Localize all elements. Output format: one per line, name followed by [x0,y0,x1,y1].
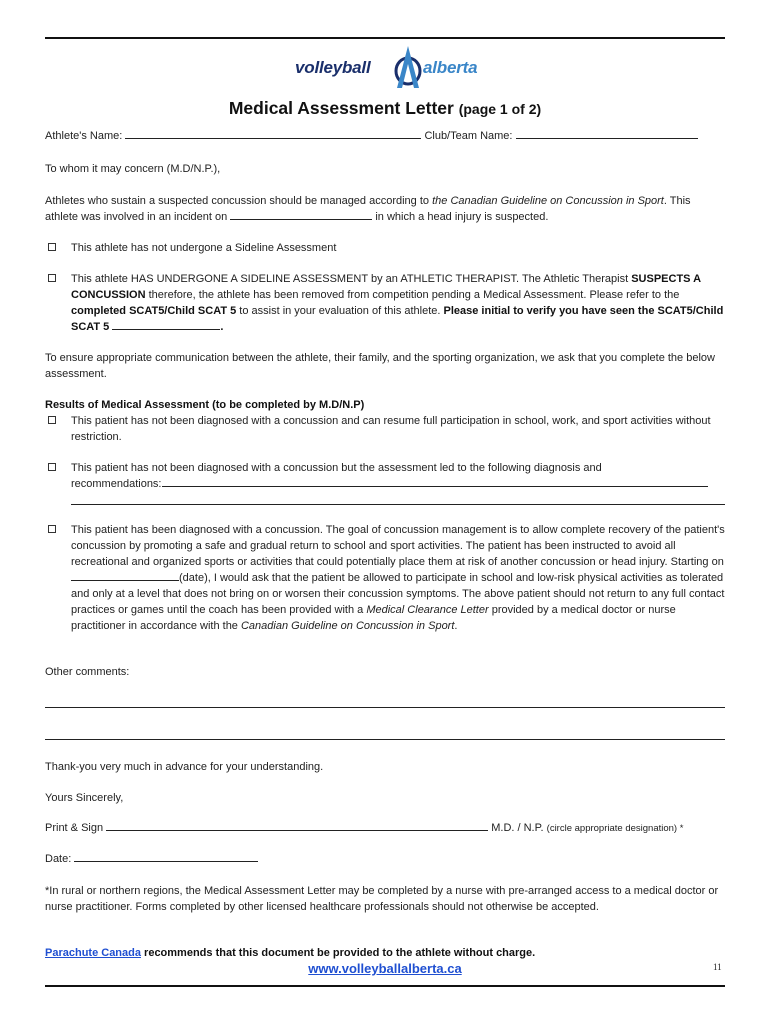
footnote: *In rural or northern regions, the Medical Assessment Letter may be completed by a nurse with pre-arranged access to a medical doctor or nurse practitioner. Forms completed by other licensed healthcare professionals should not otherwise be accepted. [45,885,719,913]
print-sign-field[interactable] [106,820,488,831]
option-no-sideline [45,240,725,256]
date-label: Date: [45,853,72,865]
result-other-diagnosis [45,460,725,492]
salutation: To whom it may concern (M.D/N.P.), [45,163,221,175]
result-concussion-text: This patient has been diagnosed with a concussion. The goal of concussion management is to allow complete recovery of the patient's concussion by promoting a safe and gradual return to school and sport activities. The patient has been instructed to avoid all recreational and organized sports or activities that could potentially place them at risk of another concussion or head injury. Starting on (date), I would ask that the patient be allowed to participate in school and low-risk physical activities as tolerated and only at a level that does not bring on or worsen their concussion symptoms. The above patient should not return to any full contact practices or games until the coach has been provided with a Medical Clearance Letter provided by a medical doctor or nurse practitioner in accordance with the Canadian Guideline on Concussion in Sport. [71,524,725,632]
sincerely-text: Yours Sincerely, [45,792,124,804]
intro-paragraph [45,193,725,225]
club-team-label: Club/Team Name: [424,130,513,142]
incident-date-field[interactable] [230,209,372,220]
result-concussion [45,522,725,634]
option-sideline-done [45,271,725,335]
title-sub: (page 1 of 2) [458,101,542,117]
header-fields-row [45,128,698,144]
intro-text-3: in which a head injury is suspected. [375,211,549,223]
club-team-field[interactable] [516,128,698,139]
print-sign-label: Print & Sign [45,822,104,834]
athlete-name-field[interactable] [125,128,421,139]
volleyball-alberta-logo [295,44,525,90]
thanks-text: Thank-you very much in advance for your understanding. [45,761,324,773]
recommendations-field[interactable] [162,476,708,487]
page-number: 11 [713,962,722,972]
page-title [45,98,725,119]
logo-a-mark-icon [391,44,425,90]
result-no-concussion-text: This patient has not been diagnosed with a concussion and can resume full participation in school, work, and sport activities without restriction. [71,415,711,443]
designation-note: (circle appropriate designation) * [546,823,684,834]
athlete-name-label: Athlete's Name: [45,130,123,142]
top-rule [45,37,725,39]
option-no-sideline-text: This athlete has not undergone a Sideline Assessment [71,242,337,254]
recommendations-field-line-2[interactable] [71,504,725,505]
logo-word-alberta: alberta [423,58,478,77]
checkbox-sideline-done[interactable] [48,274,56,282]
intro-guideline: the Canadian Guideline on Concussion in Sport [432,195,664,207]
document-page [45,0,725,1024]
scat5-initial-field[interactable] [112,319,220,330]
date-row [45,851,258,867]
footer [45,961,725,976]
other-comments-label: Other comments: [45,666,130,678]
comments-line-2[interactable] [45,739,725,740]
volleyball-alberta-url-link[interactable]: www.volleyballalberta.ca [308,961,462,976]
result-other-diagnosis-text: This patient has not been diagnosed with a concussion but the assessment led to the following diagnosis and recommendations: [71,460,725,492]
option-sideline-text: This athlete HAS UNDERGONE A SIDELINE ASSESSMENT by an ATHLETIC THERAPIST. The Athletic Therapist SUSPECTS A CONCUSSION therefore, the athlete has been removed from competition pending a Medical Assessment. Please refer to the completed SCAT5/Child SCAT 5 to assist in your evaluation of this athlete. Please initial to verify you have seen the SCAT5/Child SCAT 5 . [71,273,724,333]
checkbox-result-other-diagnosis[interactable] [48,463,56,471]
intro-text-1: Athletes who sustain a suspected concussion should be managed according to [45,195,433,207]
checkbox-no-sideline[interactable] [48,243,56,251]
results-heading: Results of Medical Assessment (to be completed by M.D/N.P) [45,399,365,411]
checkbox-result-no-concussion[interactable] [48,416,56,424]
date-field[interactable] [74,851,258,862]
ensure-paragraph: To ensure appropriate communication between the athlete, their family, and the sporting organization, we ask that you complete the below assessment. [45,352,715,380]
intro-text-2: . This athlete was involved in an incident on [45,195,691,223]
logo-word-volleyball: volleyball [295,58,371,77]
designation-options[interactable]: M.D. / N.P. [491,822,544,834]
start-date-field[interactable] [71,570,179,581]
comments-line-1[interactable] [45,707,725,708]
title-main: Medical Assessment Letter [228,98,454,118]
checkbox-result-concussion[interactable] [48,525,56,533]
parachute-note: Parachute Canada recommends that this document be provided to the athlete without charge. [45,947,536,959]
result-no-concussion [45,413,725,445]
print-sign-row [45,820,683,837]
parachute-canada-link[interactable]: Parachute Canada [45,947,141,959]
bottom-rule [45,985,725,987]
